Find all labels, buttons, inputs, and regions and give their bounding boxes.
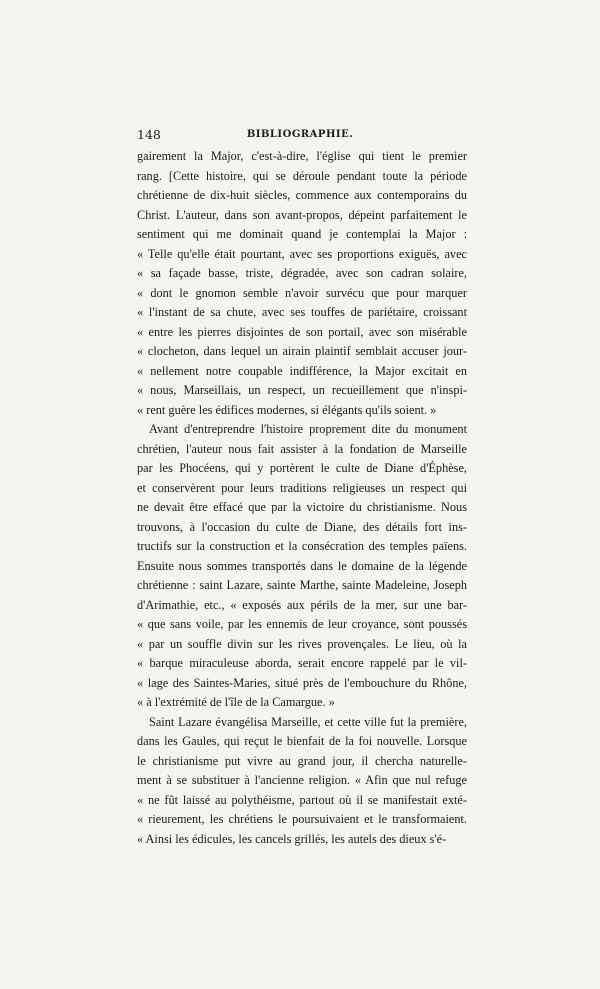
text-line: et conservèrent pour leurs traditions religieuses un respect qui — [137, 480, 467, 495]
text-line: chrétienne de dix-huit siècles, commence aux contemporains du — [137, 188, 467, 202]
page-header — [137, 127, 463, 143]
body-text — [137, 147, 467, 849]
text-line: « clocheton, dans lequel un airain plaintif semblait accuser jour- — [137, 344, 467, 358]
text-line: Christ. L'auteur, dans son avant-propos, dépeint parfaitement le — [137, 207, 467, 222]
text-line: « rieurement, les chrétiens le poursuivaient et le transformaient. — [137, 812, 467, 826]
text-line: sentiment qui me dominait quand je contemplai la Major : — [137, 227, 467, 241]
text-line: « par un souffle divin sur les rives provençales. Le lieu, où la — [137, 636, 467, 651]
paragraph — [137, 147, 467, 420]
text-line: « à l'extrémité de l'île de la Camargue. » — [137, 695, 335, 709]
text-line: Ensuite nous sommes transportés dans le domaine de la légende — [137, 558, 467, 573]
text-line: « dont le gnomon semble n'avoir survécu que pour marquer — [137, 285, 467, 300]
text-line: « que sans voile, par les ennemis de leur croyance, sont poussés — [137, 617, 467, 631]
text-line: chrétienne : saint Lazare, sainte Marthe, sainte Madeleine, Joseph — [137, 578, 467, 592]
text-line: Avant d'entreprendre l'histoire proprement dite du monument — [149, 422, 467, 436]
text-line: rang. [Cette histoire, qui se déroule pendant toute la période — [137, 168, 467, 183]
running-head: BIBLIOGRAPHIE. — [246, 129, 354, 140]
text-line: chrétien, l'auteur nous fait assister à la fondation de Marseille — [137, 441, 467, 456]
text-line: par les Phocéens, qui y portèrent le culte de Diane d'Éphèse, — [137, 461, 467, 475]
text-line: « nous, Marseillais, un respect, un recueillement que n'inspi- — [137, 383, 467, 397]
text-line: « lage des Saintes-Maries, situé près de l'embouchure du Rhône, — [137, 675, 467, 690]
text-line: tructifs sur la construction et la consécration des temples païens. — [137, 539, 467, 553]
paragraph — [137, 713, 467, 850]
text-line: « sa façade basse, triste, dégradée, avec son cadran solaire, — [137, 266, 467, 280]
text-line: « rent guère les édifices modernes, si élégants qu'ils soient. » — [137, 402, 437, 417]
text-line: dans les Gaules, qui reçut le bienfait de la foi nouvelle. Lorsque — [137, 734, 467, 748]
text-line: trouvons, à l'occasion du culte de Diane, des détails fort ins- — [137, 519, 467, 534]
text-line: « barque miraculeuse aborda, serait encore rappelé par le vil- — [137, 656, 467, 670]
text-line: d'Arimathie, etc., « exposés aux périls de la mer, sur une bar- — [137, 597, 467, 612]
text-line: « l'instant de sa chute, avec ses touffes de pariétaire, croissant — [137, 305, 467, 319]
text-line: « entre les pierres disjointes de son portail, avec son misérable — [137, 324, 467, 339]
text-line: « ne fût laissé au polythéisme, partout où il se manifestait exté- — [137, 792, 467, 807]
page-number: 148 — [137, 127, 161, 142]
text-line: ment à se substituer à l'ancienne religion. « Afin que nul refuge — [137, 773, 467, 787]
text-line: « Ainsi les édicules, les cancels grillés, les autels des dieux s'é- — [137, 831, 447, 846]
text-line: Saint Lazare évangélisa Marseille, et cette ville fut la première, — [149, 714, 467, 729]
text-line: ne devait être effacé que par la victoire du christianisme. Nous — [137, 500, 467, 514]
text-line: « Telle qu'elle était pourtant, avec ses proportions exiguës, avec — [137, 246, 467, 261]
text-line: « nellement notre coupable indifférence, la Major excitait en — [137, 363, 467, 378]
text-line: le christianisme put vivre au grand jour, il chercha naturelle- — [137, 753, 467, 768]
paragraph — [137, 420, 467, 713]
text-line: gairement la Major, c'est-à-dire, l'église qui tient le premier — [137, 149, 467, 163]
